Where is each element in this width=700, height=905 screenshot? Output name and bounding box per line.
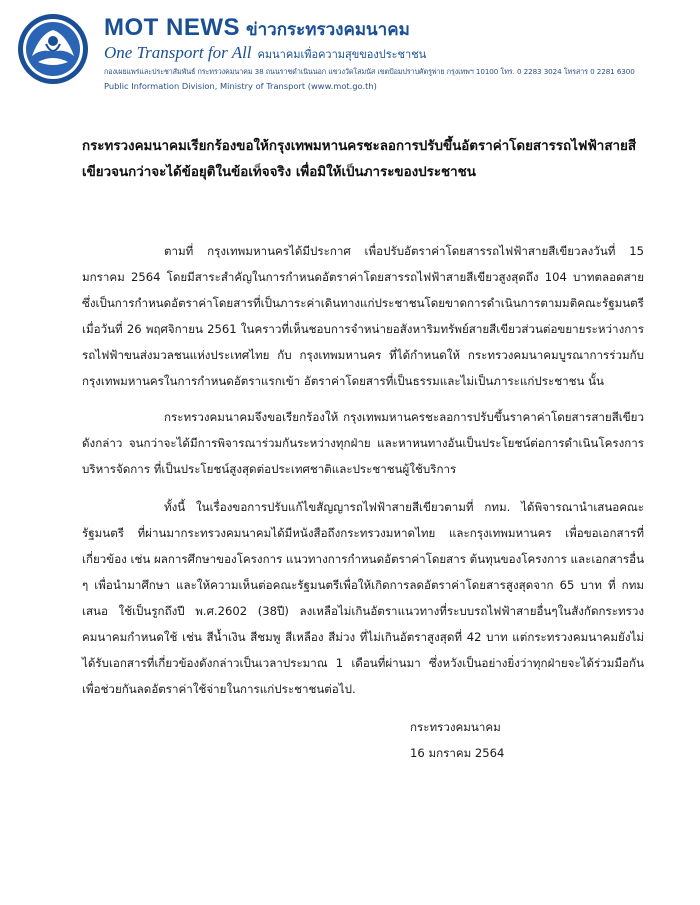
ministry-seal-icon xyxy=(16,12,90,86)
letterhead xyxy=(12,10,690,100)
division-name: Public Information Division, Ministry of Transport (www.mot.go.th) xyxy=(104,81,377,91)
paragraph-3 xyxy=(82,494,644,702)
paragraph-text: กระทรวงคมนาคมจึงขอเรียกร้องให้ กรุงเทพมหานครชะลอการปรับขึ้นราคาค่าโดยสารสายสีเขียวดังกล่าว จนกว่าจะได้มีการพิจารณาร่วมกันระหว่างทุกฝ่าย และหาหนทางอันเป็นประโยชน์ต่อการดำเนินโครงการ บริหารจัดการ ที่เป็นประโยชน์สูงสุดต่อประเทศชาติและประชาชนผู้ใช้บริการ xyxy=(82,410,644,476)
signature-date: 16 มกราคม 2564 xyxy=(410,746,505,760)
paragraph-1 xyxy=(82,238,644,394)
signature-block xyxy=(410,714,610,766)
brand-name-thai: ข่าวกระทรวงคมนาคม xyxy=(246,20,410,40)
signature-org: กระทรวงคมนาคม xyxy=(410,720,501,734)
paragraph-text: ตามที่ กรุงเทพมหานครได้มีประกาศ เพื่อปรับอัตราค่าโดยสารรถไฟฟ้าสายสีเขียวลงวันที่ 15 มกราคม 2564 โดยมีสาระสำคัญในการกำหนดอัตราค่าโดยสารรถไฟฟ้าสายสีเขียวสูงสุดถึง 104 บาทตลอดสาย ซึ่งเป็นการกำหนดอัตราค่าโดยสารที่เป็นภาระค่าเดินทางแก่ประชาชนโดยขาดการดำเนินการตามมติคณะรัฐมนตรี เมื่อวันที่ 26 พฤศจิกายน 2561 ในคราวที่เห็นชอบการจำหน่ายอสังหาริมทรัพย์สายสีเขียวส่วนต่อขยายระหว่างการรถไฟฟ้าขนส่งมวลชนแห่งประเทศไทย กับ กรุงเทพมหานคร ที่ได้กำหนดให้ กระทรวงคมนาคมบูรณาการร่วมกับกรุงเทพมหานครในการกำหนดอัตราแรกเข้า อัตราค่าโดยสารที่เป็นธรรมและไม่เป็นภาระแก่ประชาชน นั้น xyxy=(82,244,644,388)
letterhead-text xyxy=(104,14,690,91)
document-title: กระทรวงคมนาคมเรียกร้องขอให้กรุงเทพมหานครชะลอการปรับขึ้นอัตราค่าโดยสารรถไฟฟ้าสายสีเขียวจนกว่าจะได้ข้อยุติในข้อเท็จจริง เพื่อมิให้เป็นภาระของประชาชน xyxy=(82,139,637,180)
brand-name: MOT NEWS xyxy=(104,14,240,41)
paragraph-text: ทั้งนี้ ในเรื่องขอการปรับแก้ไขสัญญารถไฟฟ้าสายสีเขียวตามที่ กทม. ได้พิจารณานำเสนอคณะรัฐมนตรี ที่ผ่านมากระทรวงคมนาคมได้มีหนังสือถึงกระทรวงมหาดไทย และกรุงเทพมหานคร เพื่อขอเอกสารที่เกี่ยวข้อง เช่น ผลการศึกษาของโครงการ แนวทางการกำหนดอัตราค่าโดยสาร ต้นทุนของโครงการ และเอกสารอื่น ๆ เพื่อนำมาศึกษา และให้ความเห็นต่อคณะรัฐมนตรีเพื่อให้เกิดการลดอัตราค่าโดยสารสูงสุดจาก 65 บาท ที่ กทม เสนอ ใช้เป็นรูกถึงปี พ.ศ.2602 (38ปี) ลงเหลือไม่เกินอัตราแนวทางที่ระบบรถไฟฟ้าสายอื่นๆในสังกัดกระทรวงคมนาคมกำหนดใช้ เช่น สีน้ำเงิน สีชมพู สีเหลือง สีม่วง ที่ไม่เกินอัตราสูงสุดที่ 42 บาท แต่กระทรวงคมนาคมยังไม่ได้รับเอกสารที่เกี่ยวข้องดังกล่าวเป็นเวลาประมาณ 1 เดือนที่ผ่านมา ซึ่งหวังเป็นอย่างยิ่งว่าทุกฝ่ายจะได้ร่วมมือกัน เพื่อช่วยกันลดอัตราค่าใช้จ่ายในการแก่ประชาชนต่อไป. xyxy=(82,500,644,696)
slogan-thai: คมนาคมเพื่อความสุขของประชาชน xyxy=(257,48,427,61)
paragraph-2 xyxy=(82,404,644,482)
office-address: กองเผยแพร่และประชาสัมพันธ์ กระทรวงคมนาคม 38 ถนนราชดำเนินนอก แขวงวัดโสมนัส เขตป้อมปราบศัตรูพ่าย กรุงเทพฯ 10100 โทร. 0 2283 3024 โทรสาร 0 2281 6300 xyxy=(104,67,635,76)
slogan: One Transport for All xyxy=(104,43,252,62)
